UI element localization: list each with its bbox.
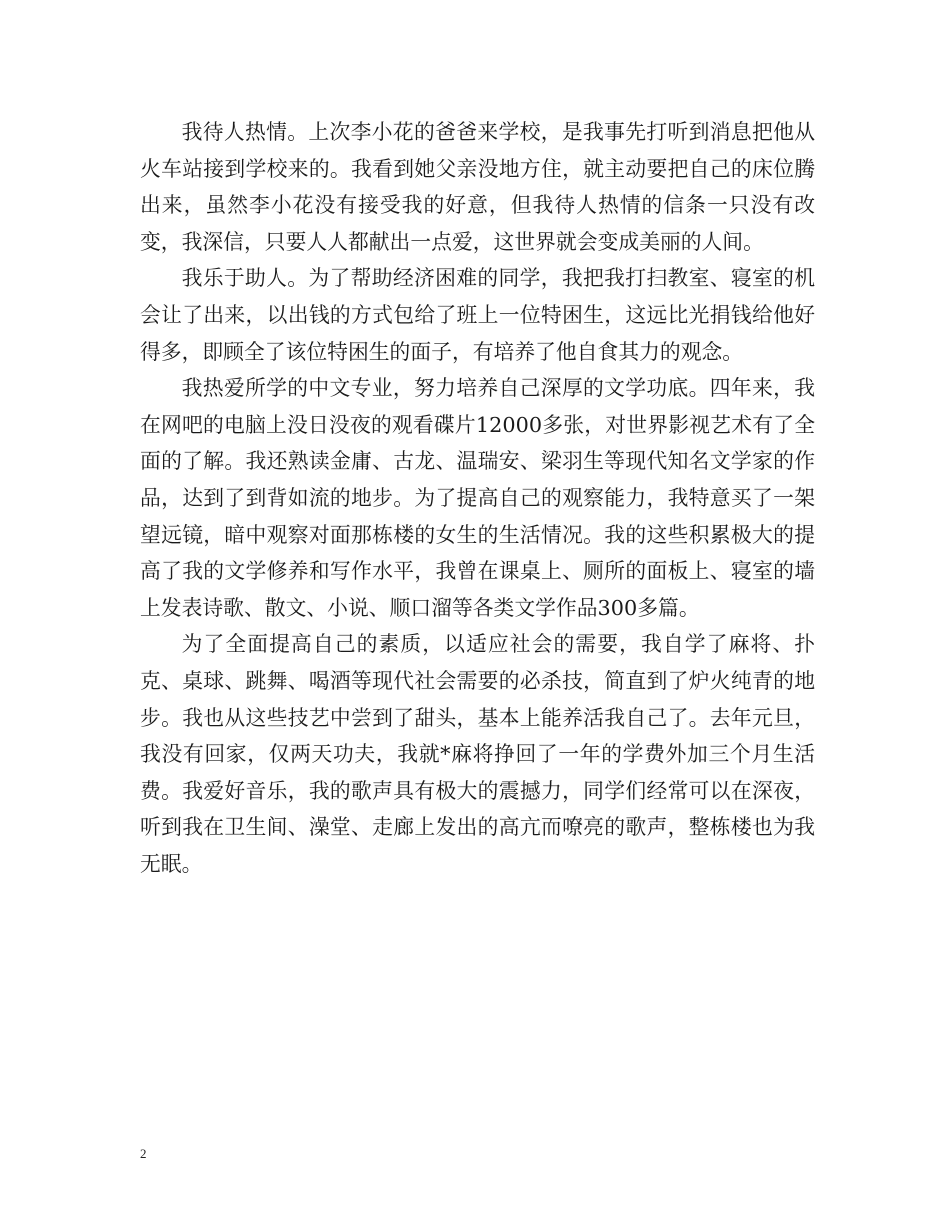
paragraph-skills-music: 为了全面提高自己的素质，以适应社会的需要，我自学了麻将、扑克、桌球、跳舞、喝酒等现代社会需要的必杀技，简直到了炉火纯青的地步。我也从这些技艺中尝到了甜头，基本上能养活我自己了。去年元旦，我没有回家，仅两天功夫，我就*麻将挣回了一年的学费外加三个月生活费。我爱好音乐，我的歌声具有极大的震撼力，同学们经常可以在深夜，听到我在卫生间、澡堂、走廊上发出的高亢而嘹亮的歌声，整栋楼也为我无眠。: [140, 632, 815, 876]
document-body: [140, 114, 815, 882]
paragraph-helpfulness: 我乐于助人。为了帮助经济困难的同学，我把我打扫教室、寝室的机会让了出来，以出钱的方式包给了班上一位特困生，这远比光捐钱给他好得多，即顾全了该位特困生的面子，有培养了他自食其力的观念。: [140, 266, 815, 364]
page-number: 2: [140, 1146, 147, 1161]
paragraph-literature-major: 我热爱所学的中文专业，努力培养自己深厚的文学功底。四年来，我在网吧的电脑上没日没夜的观看碟片12000多张，对世界影视艺术有了全面的了解。我还熟读金庸、古龙、温瑞安、梁羽生等现代知名文学家的作品，达到了到背如流的地步。为了提高自己的观察能力，我特意买了一架望远镜，暗中观察对面那栋楼的女生的生活情况。我的这些积累极大的提高了我的文学修养和写作水平，我曾在课桌上、厕所的面板上、寝室的墙上发表诗歌、散文、小说、顺口溜等各类文学作品300多篇。: [140, 376, 815, 620]
paragraph-warmth: 我待人热情。上次李小花的爸爸来学校，是我事先打听到消息把他从火车站接到学校来的。我看到她父亲没地方住，就主动要把自己的床位腾出来，虽然李小花没有接受我的好意，但我待人热情的信条一只没有改变，我深信，只要人人都献出一点爱，这世界就会变成美丽的人间。: [140, 120, 815, 254]
